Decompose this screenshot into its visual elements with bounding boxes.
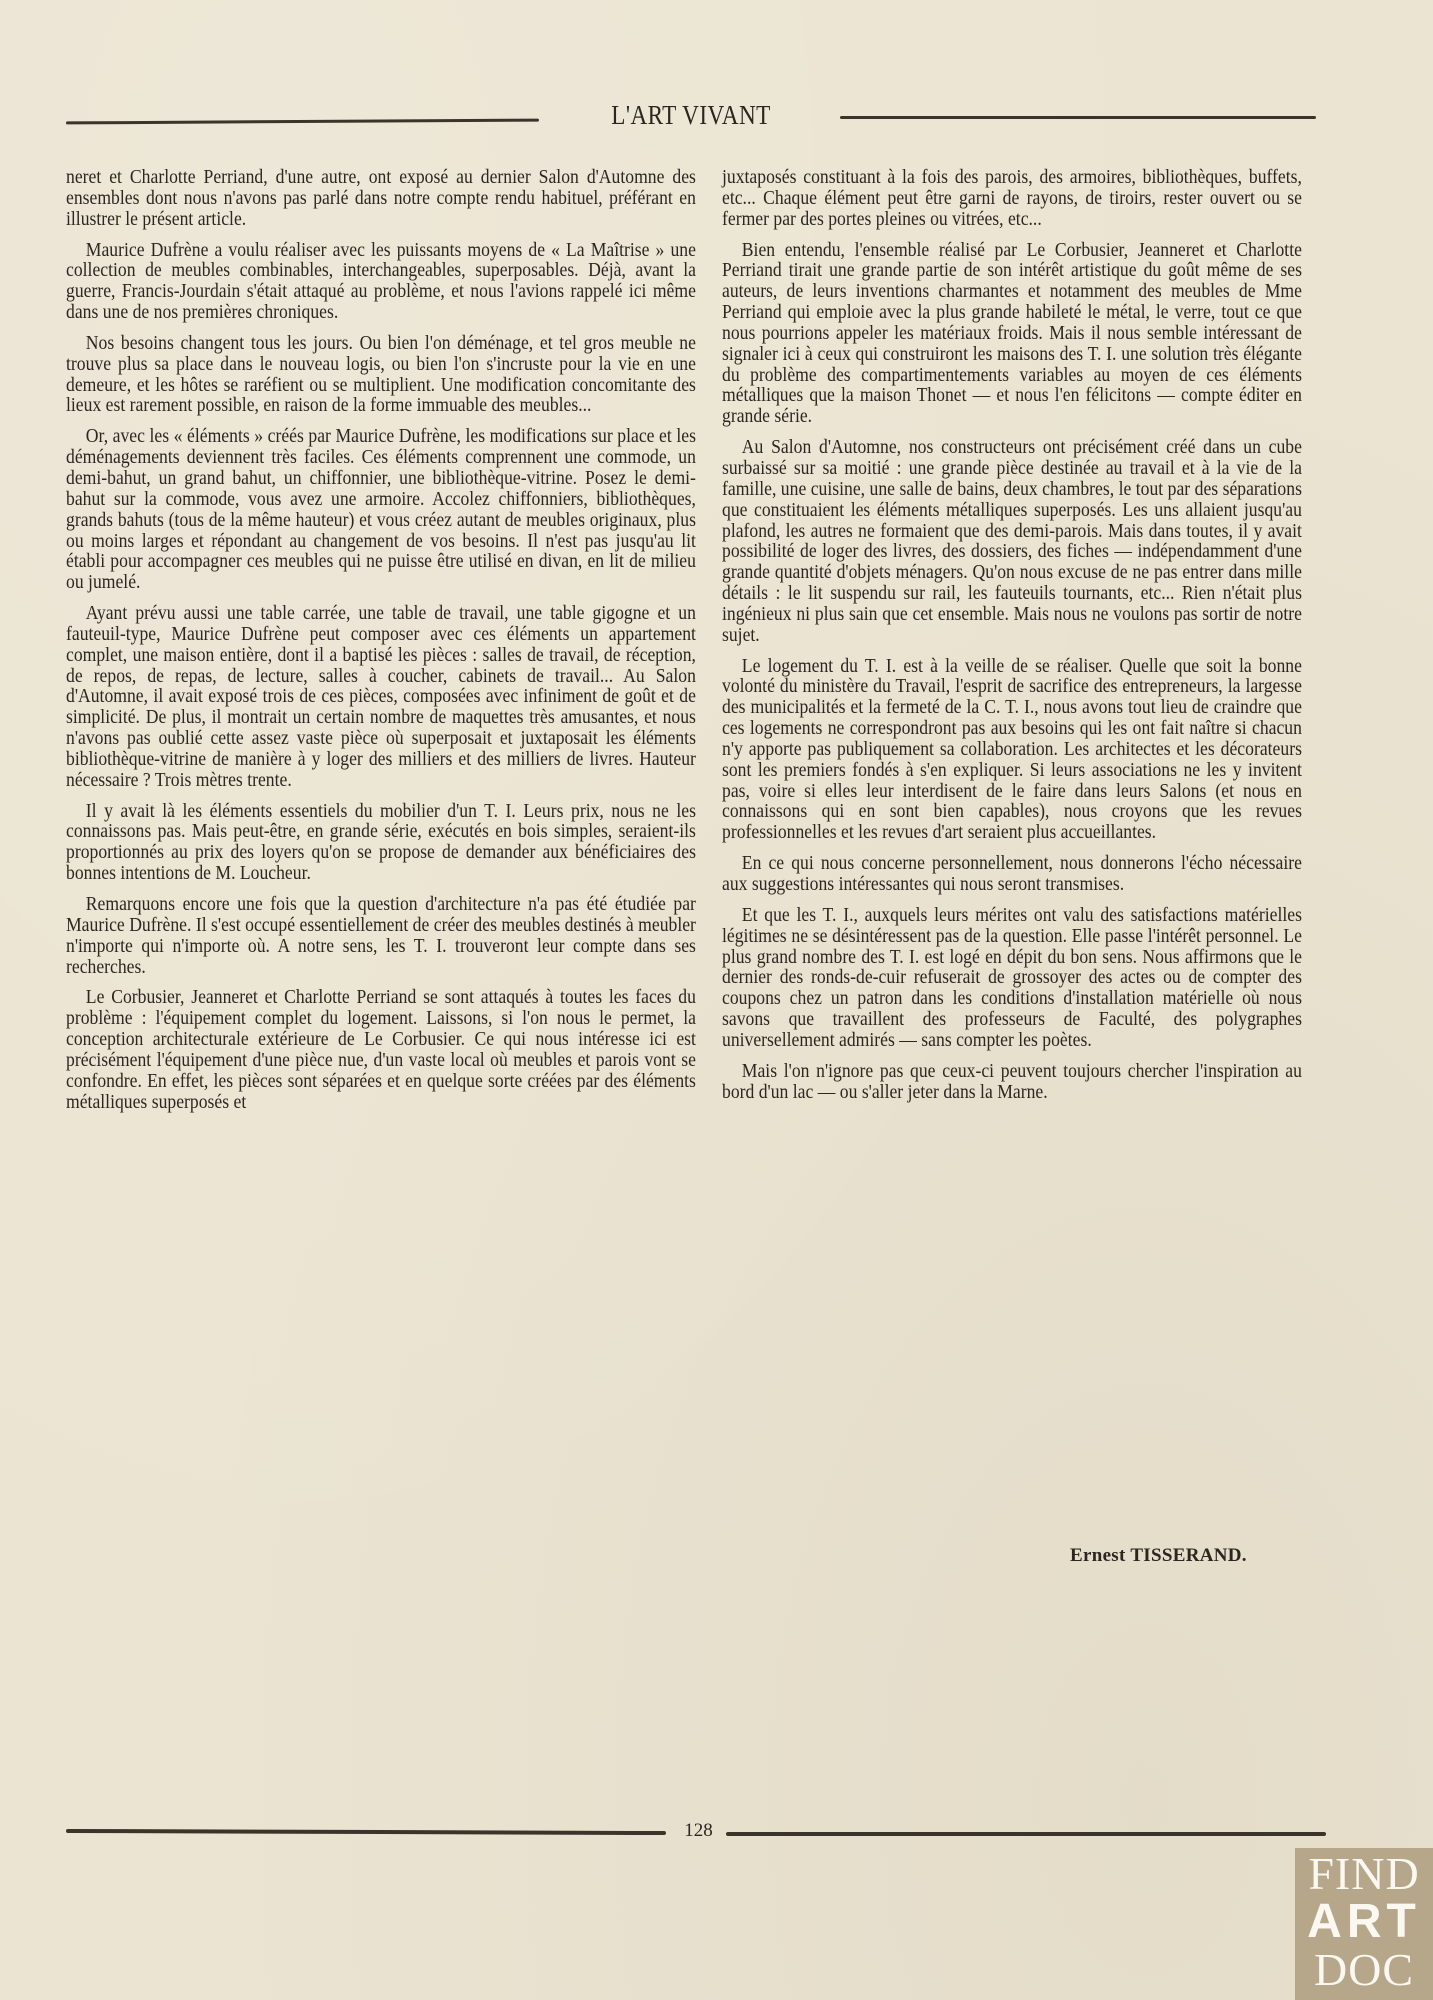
author-signature: Ernest TISSERAND. (1070, 1545, 1247, 1566)
footer-rule-right (726, 1832, 1326, 1836)
paragraph: Maurice Dufrène a voulu réaliser avec les puissants moyens de « La Maîtrise » une collection de meubles combinables, interchangeables, superposables. Déjà, avant la guerre, Francis-Jourdain s'était attaqué au problème, et nous l'avions rappelé ici même dans une de nos premières chroniques. (66, 239, 696, 324)
paragraph: Et que les T. I., auxquels leurs mérites ont valu des satisfactions matérielles légitimes ne se désintéressent pas de la question. Elle passe l'intérêt personnel. Le plus grand nombre des T. I. est logé en dépit du bon sens. Nous affirmons que le dernier des ronds-de-cuir refuserait de grossoyer des actes ou de compter des coupons chez un patron dans les conditions d'installation matérielle où nous savons que travaillent des professeurs de Faculté, des polygraphes universellement admirés — sans compter les poètes. (722, 904, 1302, 1051)
left-column (66, 168, 696, 1123)
right-column (722, 168, 1302, 1113)
paragraph: Remarquons encore une fois que la question d'architecture n'a pas été étudiée par Maurice Dufrène. Il s'est occupé essentiellement de créer des meubles destinés à meubler n'importe qui n'importe où. A notre sens, les T. I. trouveront leur compte dans ses recherches. (66, 894, 696, 978)
footer-rule-left (66, 1829, 666, 1835)
logo-line-art: ART (1307, 1895, 1421, 1948)
findartdoc-watermark-logo (1295, 1848, 1433, 2000)
logo-line-find: FIND (1308, 1848, 1420, 1899)
paragraph: Au Salon d'Automne, nos constructeurs ont précisément créé dans un cube surbaissé sur sa moitié : une grande pièce destinée au travail et à la vie de la famille, une cuisine, une salle de bains, deux chambres, le tout par des séparations que constituaient les éléments métalliques superposés. Les uns allaient jusqu'au plafond, les autres ne formaient que des demi-parois. Mais dans toutes, il y avait possibilité de loger des livres, des dossiers, des fiches — indépendamment d'une grande quantité d'objets ménagers. Qu'on nous excuse de ne pas entrer dans mille détails : le lit suspendu sur rail, les fauteuils tournants, etc... Rien n'était plus ingénieux ni plus sain que cet ensemble. Mais nous ne voulons pas sortir de notre sujet. (722, 437, 1302, 646)
page-number: 128 (684, 1820, 713, 1841)
journal-title: L'ART VIVANT (611, 100, 771, 130)
paragraph: Il y avait là les éléments essentiels du mobilier d'un T. I. Leurs prix, nous ne les connaissons pas. Mais peut-être, en grande série, exécutés en bois simples, seraient-ils proportionnés au prix des loyers qu'on se propose de demander aux bénéficiaires des bonnes intentions de M. Loucheur. (66, 800, 696, 885)
paragraph: Ayant prévu aussi une table carrée, une table de travail, une table gigogne et un fauteuil-type, Maurice Dufrène peut composer avec ces éléments un appartement complet, une maison entière, dont il a baptisé les pièces : salles de travail, de réception, de repos, de repas, de lecture, salles à coucher, cabinets de travail... Au Salon d'Automne, il avait exposé trois de ces pièces, composées avec infiniment de goût et de simplicité. De plus, il montrait un certain nombre de maquettes très amusantes, et nous n'avons pas oublié cette assez vaste pièce où superposait et juxtaposait les éléments bibliothèque-vitrine de manière à y loger des milliers et des milliers de livres. Hauteur nécessaire ? Trois mètres trente. (66, 603, 696, 791)
running-header (66, 100, 1316, 140)
paragraph: En ce qui nous concerne personnellement, nous donnerons l'écho nécessaire aux suggestions intéressantes qui nous seront transmises. (722, 853, 1302, 895)
paragraph: Mais l'on n'ignore pas que ceux-ci peuvent toujours chercher l'inspiration au bord d'un lac — ou s'aller jeter dans la Marne. (722, 1060, 1302, 1103)
paragraph: Le Corbusier, Jeanneret et Charlotte Perriand se sont attaqués à toutes les faces du problème : l'équipement complet du logement. Laissons, si l'on nous le permet, la conception architecturale extérieure de Le Corbusier. Ce qui nous intéresse ici est précisément l'équipement d'une pièce nue, d'un vaste local où meubles et parois vont se confondre. En effet, les pièces sont séparées et en quelque sorte créées par des éléments métalliques superposés et (66, 987, 696, 1113)
paragraph: Le logement du T. I. est à la veille de se réaliser. Quelle que soit la bonne volonté du ministère du Travail, l'esprit de sacrifice des entrepreneurs, la largesse des municipalités et la fermeté de la C. T. I., nous avons tout lieu de craindre que ces logements ne correspondront pas aux besoins qui les ont fait naître si chacun n'y apporte pas publiquement sa collaboration. Les architectes et les décorateurs sont les premiers fondés à s'en expliquer. Si leurs associations ne les y invitent pas, voire si elles leur interdisent de le faire dans leurs Salons (et nous en connaissons qui en sont bien capables), nous croyons que les revues professionnelles et les revues d'art seraient plus accueillantes. (722, 655, 1302, 844)
paragraph: juxtaposés constituant à la fois des parois, des armoires, bibliothèques, buffets, etc... Chaque élément peut être garni de rayons, de tiroirs, rester ouvert ou se fermer par des portes pleines ou vitrées, etc... (722, 167, 1302, 230)
header-rule-left (66, 119, 539, 125)
page-footer (66, 1820, 1326, 1850)
logo-line-doc: DOC (1313, 1944, 1415, 1995)
paragraph: Or, avec les « éléments » créés par Maurice Dufrène, les modifications sur place et les déménagements deviennent très faciles. Ces éléments comprennent une commode, un demi-bahut, un grand bahut, un chiffonnier, une bibliothèque-vitrine. Posez le demi-bahut sur la commode, vous avez une armoire. Accolez chiffonniers, bibliothèques, grands bahuts (tous de la même hauteur) et vous créez autant de meubles originaux, plus ou moins larges et répondant au changement de vos besoins. Il n'est pas jusqu'au lit établi pour accompagner ces meubles qui ne puisse être utilisé en divan, en lit de milieu ou jumelé. (66, 426, 696, 594)
header-rule-right (840, 116, 1316, 119)
paragraph: Nos besoins changent tous les jours. Ou bien l'on déménage, et tel gros meuble ne trouve plus sa place dans le nouveau logis, ou bien l'on s'incruste pour la vie en une demeure, et les hôtes se raréfient ou se multiplient. Une modification concomitante des lieux est rarement possible, en raison de la forme immuable des meubles... (66, 332, 696, 417)
paragraph: Bien entendu, l'ensemble réalisé par Le Corbusier, Jeanneret et Charlotte Perriand tirait une grande partie de son intérêt artistique du goût même de ses auteurs, de leurs inventions charmantes et notamment des meubles de Mme Perriand qui emploie avec la plus grande habileté le métal, le verre, tout ce que nous pourrions appeler les matériaux froids. Mais il nous semble intéressant de signaler ici à ceux qui construiront les maisons des T. I. une solution très élégante du problème des compartimentements variables au moyen de ces éléments métalliques que la maison Thonet — et nous l'en félicitons — compte éditer en grande série. (722, 239, 1302, 428)
paragraph: neret et Charlotte Perriand, d'une autre, ont exposé au dernier Salon d'Automne des ensembles dont nous n'avons pas parlé dans notre compte rendu habituel, préférant en illustrer le présent article. (66, 167, 696, 230)
